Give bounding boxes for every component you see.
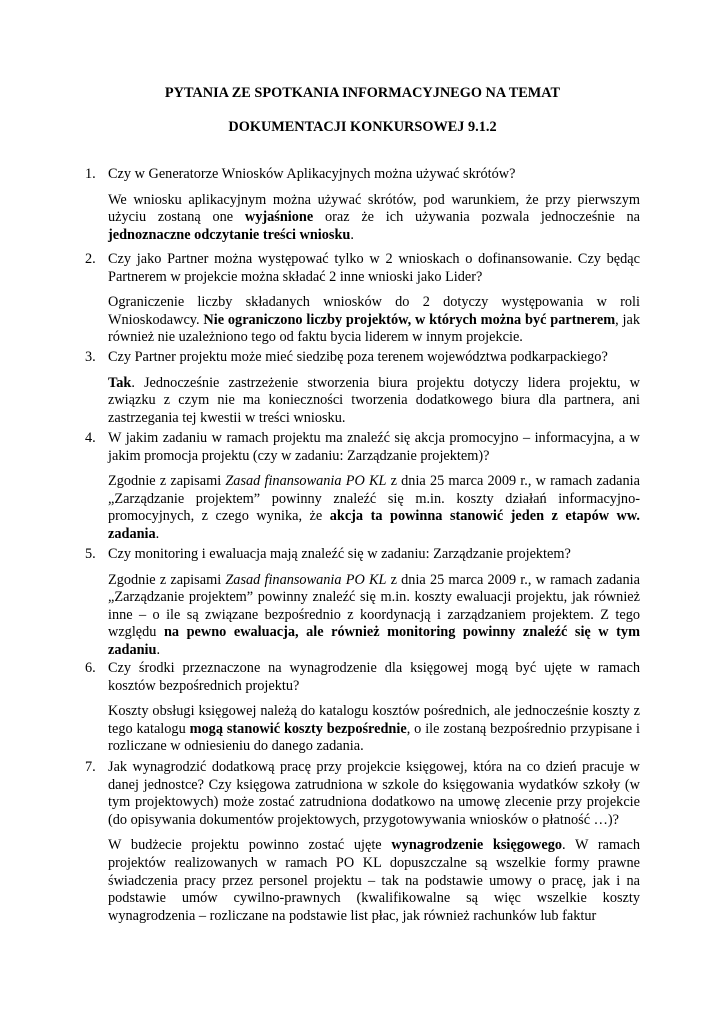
qa-item-4 xyxy=(85,430,640,544)
answer-emphasis: mogą stanowić koszty bezpośrednie xyxy=(189,720,407,737)
answer-fragment: . xyxy=(156,641,161,658)
answer-emphasis: akcja ta powinna stanowić jeden z etapów ww. zadania xyxy=(108,508,640,542)
answer-fragment: W budżecie projektu powinno zostać ujęte xyxy=(108,837,392,854)
answer-fragment: Koszty obsługi księgowej należą do katalogu kosztów pośrednich, ale jednocześnie koszty z tego katalogu xyxy=(108,703,640,737)
answer-emphasis: na pewno ewaluacja, ale również monitoring powinny znaleźć się w tym zadaniu xyxy=(108,624,640,658)
answer-fragment: . W ramach projektów realizowanych w ramach PO KL dopuszczalne są wszelkie formy prawne świadczenia pracy przez personel projektu – tak na podstawie umowy o pracę, jak i na podstawie umów cywilno-prawnych (kwalifikowalne są więc wszelkie koszty wynagrodzenia – rozliczane na podstawie list płac, jak również rachunków lub faktur xyxy=(108,837,640,924)
answer-fragment: . xyxy=(155,525,160,542)
question-text: Jak wynagrodzić dodatkową pracę przy projekcie księgowej, która na co dzień pracuje w danej jednostce? Czy księgowa zatrudniona w szkole do księgowania wydatków szkoły (w tym projektowych) może zostać zatrudniona dodatkowo na umowę zlecenie przy projekcie (do opisywania dokumentów projektowych, przygotowywania wniosków o płatność …)? xyxy=(108,759,640,828)
item-number: 7. xyxy=(85,759,96,775)
qa-item-5 xyxy=(85,546,640,660)
answer-text xyxy=(108,375,640,428)
answer-fragment: , o ile zostaną bezpośrednio przypisane i rozliczane w odniesieniu do danego zadania. xyxy=(108,720,640,755)
answer-text xyxy=(108,192,640,245)
answer-fragment: , jak również nie uzależniono tego od faktu bycia liderem w innym projekcie. xyxy=(108,311,640,346)
qa-item-2 xyxy=(85,251,640,347)
item-number: 3. xyxy=(85,349,96,365)
question-text: Czy jako Partner można występować tylko w 2 wnioskach o dofinansowanie. Czy będąc Partnerem w projekcie można składać 2 inne wnioski jako Lider? xyxy=(108,251,640,285)
question-text: Czy Partner projektu może mieć siedzibę poza terenem województwa podkarpackiego? xyxy=(108,349,608,365)
question-text: Czy monitoring i ewaluacja mają znaleźć się w zadaniu: Zarządzanie projektem? xyxy=(108,546,571,562)
qa-item-7 xyxy=(85,759,640,925)
answer-fragment: Ograniczenie liczby składanych wniosków do 2 dotyczy występowania w roli Wnioskodawcy. xyxy=(108,294,640,328)
qa-item-1 xyxy=(85,166,640,244)
answer-emphasis: Tak xyxy=(108,374,132,391)
answer-text xyxy=(108,572,640,660)
answer-text xyxy=(108,837,640,925)
answer-text xyxy=(108,294,640,347)
answer-fragment: oraz że ich używania pozwala jednocześnie na xyxy=(313,209,640,226)
answer-fragment: Zgodnie z zapisami xyxy=(108,473,226,490)
answer-fragment: We wniosku aplikacyjnym można używać skrótów, pod warunkiem, że przy pierwszym użyciu zostaną one xyxy=(108,191,640,226)
answer-fragment: Zgodnie z zapisami xyxy=(108,571,226,588)
qa-item-6 xyxy=(85,660,640,756)
answer-emphasis: wynagrodzenie księgowego xyxy=(391,837,562,854)
answer-text xyxy=(108,473,640,543)
answer-fragment: z dnia 25 marca 2009 r., w ramach zadania „Zarządzanie projektem” powinny znaleźć się m.in. koszty ewaluacji projektu, jak również inne – o ile są związane bezpośrednio z koordynacją i zarządzaniem projektem. Z tego względu xyxy=(108,571,640,641)
document-title-line-2: DOKUMENTACJI KONKURSOWEJ 9.1.2 xyxy=(228,119,497,135)
document-title-line-1: PYTANIA ZE SPOTKANIA INFORMACYJNEGO NA TEMAT xyxy=(164,85,561,101)
item-number: 1. xyxy=(85,166,96,182)
item-number: 4. xyxy=(85,430,96,446)
item-number: 6. xyxy=(85,660,96,676)
question-text: W jakim zadaniu w ramach projektu ma znaleźć się akcja promocyjno – informacyjna, a w jakim promocja projektu (czy w zadaniu: Zarządzanie projektem)? xyxy=(108,430,640,464)
answer-emphasis: wyjaśnione xyxy=(244,209,314,226)
answer-fragment: . xyxy=(350,226,354,243)
answer-italic: Zasad finansowania PO KL xyxy=(225,473,387,490)
answer-emphasis: jednoznaczne odczytanie treści wniosku xyxy=(108,226,351,243)
answer-text xyxy=(108,703,640,756)
answer-fragment: . Jednocześnie zastrzeżenie stworzenia biura projektu dotyczy lidera projektu, w związku z czym nie ma konieczności tworzenia dodatkowego biura dla partnera, ani zastrzegania tej kwestii w treści wniosku. xyxy=(108,374,640,426)
question-text: Czy środki przeznaczone na wynagrodzenie dla księgowej mogą być ujęte w ramach kosztów bezpośrednich projektu? xyxy=(108,660,640,694)
item-number: 2. xyxy=(85,251,96,267)
answer-italic: Zasad finansowania PO KL xyxy=(225,571,387,588)
answer-fragment: z dnia 25 marca 2009 r., w ramach zadania „Zarządzanie projektem” powinny znaleźć się m.in. koszty działań informacyjno-promocyjnych, z czego wynika, że xyxy=(108,473,640,525)
item-number: 5. xyxy=(85,546,96,562)
answer-emphasis: Nie ograniczono liczby projektów, w których można być partnerem xyxy=(203,311,616,328)
qa-item-3 xyxy=(85,349,640,427)
question-text: Czy w Generatorze Wniosków Aplikacyjnych można używać skrótów? xyxy=(108,166,516,182)
